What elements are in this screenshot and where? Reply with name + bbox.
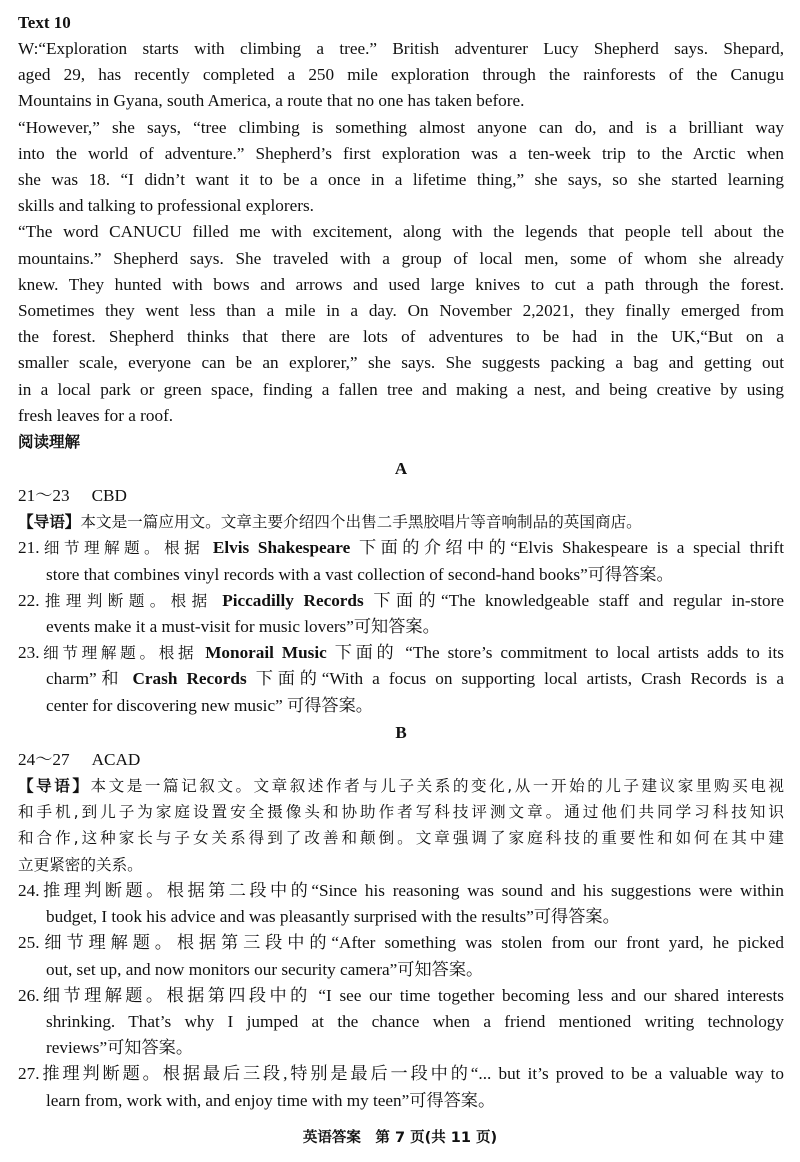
- explanation-item: [18, 983, 784, 1062]
- item-text-line: store that combines vinyl records with a vast collection of second-hand books”可得答案。: [46, 564, 674, 584]
- intro-paragraph: [18, 773, 784, 799]
- section-label: B: [395, 722, 407, 742]
- item-number: 27.: [18, 1064, 40, 1084]
- transcript-line: skills and talking to professional explorers.: [18, 196, 314, 216]
- transcript-line: W:“Exploration starts with climbing a tree.” British adventurer Lucy Shepherd says. Shepard,: [18, 39, 784, 58]
- item-type: 细节理解题。根据: [39, 644, 198, 663]
- item-number: 26.: [18, 985, 40, 1005]
- transcript-line: aged 29, has recently completed a 250 mile exploration through the rainforests of the Canugu: [18, 65, 784, 85]
- item-text-line: events make it a must-visit for music lovers”可知答案。: [46, 617, 440, 637]
- intro-text-line: 和合作,这种家长与子女关系得到了改善和颠倒。文章强调了家庭科技的重要性和如何在其中建: [18, 829, 784, 848]
- intro-tag: 【导语】: [18, 513, 81, 532]
- transcript-line: mountains.” Shepherd says. She traveled with a group of local men, some of whom she already: [18, 248, 784, 268]
- answer-key: ACAD: [91, 749, 141, 769]
- intro-paragraph: [18, 509, 784, 535]
- question-range: 24～27: [18, 749, 70, 769]
- answer-key-row: [18, 483, 784, 509]
- item-text-line: learn from, work with, and enjoy time with my teen”可得答案。: [46, 1090, 496, 1110]
- store-name: Crash Records: [132, 669, 247, 689]
- transcript-line: the forest. Shepherd thinks that there are lots of adventures to be had in the UK,“But on a: [18, 327, 784, 347]
- transcript-line: “However,” she says, “tree climbing is something almost anyone can do, and is a brilliant way: [18, 117, 784, 137]
- item-text-line: center for discovering new music” 可得答案。: [46, 695, 373, 715]
- store-name: Elvis Shakespeare: [212, 538, 351, 558]
- explanation-item: [18, 640, 784, 719]
- item-number: 22.: [18, 590, 40, 610]
- transcript-line: in a local park or green space, finding a fallen tree and making a nest, and being creative by using: [18, 379, 784, 399]
- item-number: 23.: [18, 643, 40, 663]
- transcript-line: “The word CANUCU filled me with excitement, along with the legends that people tell about the: [18, 222, 784, 242]
- item-text: 细节理解题。根据第三段中的“After something was stolen from our front yard, he picked: [39, 933, 784, 953]
- answer-key-row: [18, 747, 784, 773]
- section-a: [18, 455, 784, 719]
- item-number: 21.: [18, 538, 40, 558]
- transcript-line: fresh leaves for a roof.: [18, 405, 174, 425]
- item-number: 24.: [18, 880, 40, 900]
- item-type: 推理判断题。根据: [39, 591, 213, 610]
- reading-heading: 阅读理解: [18, 433, 81, 452]
- transcript-line: Sometimes they went less than a mile in a day. On November 2,2021, they finally emerged from: [18, 301, 784, 321]
- listening-transcript: [18, 36, 784, 429]
- item-text: 推理判断题。根据最后三段,特别是最后一段中的“... but it’s proved to be a valuable way to: [39, 1064, 784, 1084]
- item-text: 下面的介绍中的“Elvis Shakespeare is a special thrift: [358, 538, 784, 558]
- item-text-line: reviews”可知答案。: [46, 1038, 194, 1058]
- store-name: Piccadilly Records: [222, 590, 364, 610]
- transcript-line: into the world of adventure.” Shepherd’s first exploration was a ten-week trip to the Arctic when: [18, 143, 784, 163]
- item-text-line: budget, I took his advice and was pleasantly surprised with the results”可得答案。: [46, 907, 620, 927]
- item-text-line: shrinking. That’s why I jumped at the chance when a friend mentioned writing technology: [46, 1011, 784, 1031]
- page-footer: 英语答案 第 7 页(共 11 页): [302, 1130, 498, 1146]
- transcript-line: she was 18. “I didn’t want it to be a once in a lifetime thing,” she says, so she started learning: [18, 170, 784, 190]
- intro-tag: 【导语】: [18, 777, 91, 796]
- item-text-line: out, set up, and now monitors our security camera”可知答案。: [46, 959, 484, 979]
- item-number: 25.: [18, 933, 40, 953]
- item-text: charm”和: [46, 669, 124, 689]
- item-type: 细节理解题。根据: [39, 539, 205, 558]
- explanation-item: [18, 878, 784, 930]
- intro-text: 本文是一篇应用文。文章主要介绍四个出售二手黑胶唱片等音响制品的英国商店。: [80, 513, 642, 532]
- item-text: 推理判断题。根据第二段中的“Since his reasoning was sound and his suggestions were within: [39, 880, 784, 900]
- transcript-line: smaller scale, everyone can be an explorer,” she says. She suggests packing a bag and getting out: [18, 353, 784, 373]
- intro-text: 本文是一篇记叙文。文章叙述作者与儿子关系的变化,从一开始的儿子建议家里购买电视: [90, 777, 784, 796]
- section-b: [18, 719, 784, 1114]
- explanation-item: [18, 930, 784, 982]
- intro-text-line: 和手机,到儿子为家庭设置安全摄像头和协助作者写科技评测文章。通过他们共同学习科技知识: [18, 803, 784, 822]
- item-text: 下面的 “The store’s commitment to local artists adds to its: [334, 643, 784, 663]
- item-text: 下面的“The knowledgeable staff and regular in-store: [373, 590, 784, 610]
- transcript-line: knew. They hunted with bows and arrows and used large knives to cut a path through the forest.: [18, 274, 784, 294]
- item-text: 细节理解题。根据第四段中的 “I see our time together becoming less and our shared interests: [39, 985, 784, 1005]
- answer-key: CBD: [91, 486, 127, 506]
- transcript-line: Mountains in Gyana, south America, a route that no one has taken before.: [18, 91, 525, 111]
- item-text: 下面的“With a focus on supporting local artists, Crash Records is a: [255, 669, 784, 689]
- explanation-item: [18, 1061, 784, 1113]
- explanation-item: [18, 588, 784, 640]
- section-label: A: [394, 459, 408, 479]
- listening-text-title: Text 10: [18, 13, 71, 32]
- intro-text-line: 立更紧密的关系。: [18, 855, 143, 874]
- answer-page: [18, 10, 784, 1114]
- question-range: 21～23: [18, 486, 70, 506]
- store-name: Monorail Music: [205, 643, 327, 663]
- explanation-item: [18, 535, 784, 587]
